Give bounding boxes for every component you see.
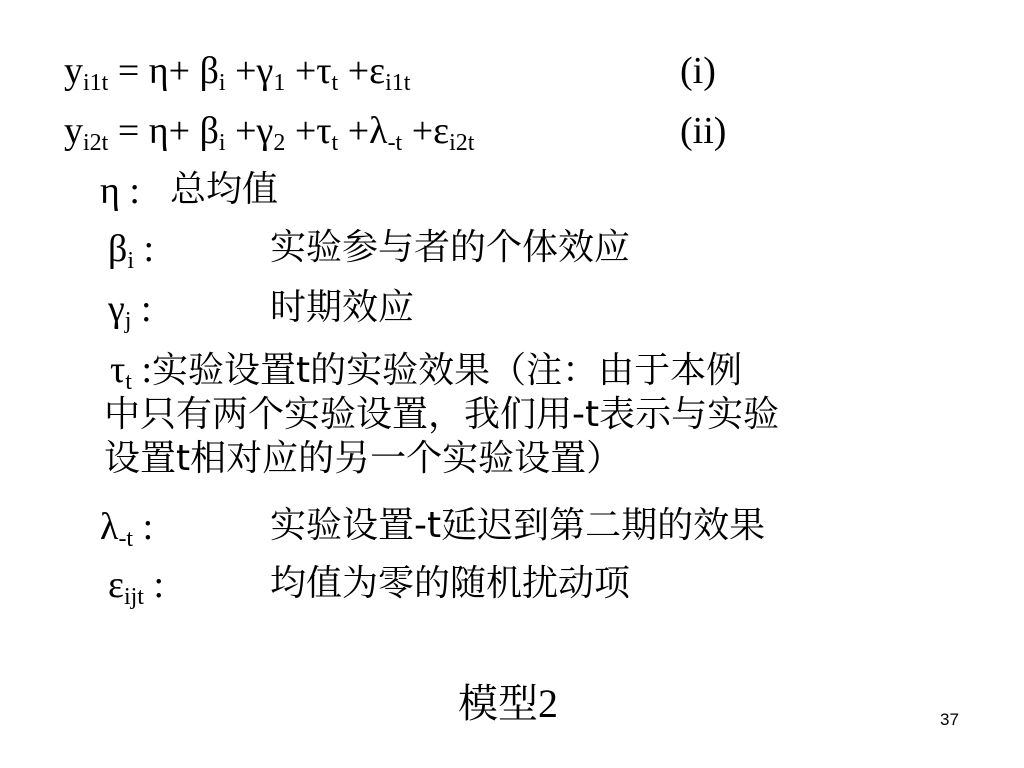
tau-line-1 bbox=[104, 348, 779, 393]
lambda-colon: : bbox=[133, 506, 154, 548]
beta-subscript: i bbox=[127, 248, 135, 274]
slide-title bbox=[458, 681, 558, 727]
eta-symbol-text: η bbox=[100, 170, 120, 212]
beta-symbol-text: β bbox=[108, 228, 128, 270]
beta-colon: : bbox=[134, 228, 155, 270]
gamma-symbol-text: γ bbox=[108, 288, 125, 330]
lambda-symbol bbox=[100, 506, 154, 552]
epsilon-colon: : bbox=[143, 564, 165, 606]
tau-colon: : bbox=[131, 349, 153, 391]
epsilon-symbol bbox=[108, 564, 165, 610]
tau-description-line-3: 设置t相对应的另一个实验设置） bbox=[104, 438, 623, 479]
epsilon-symbol-text: ε bbox=[108, 564, 124, 606]
gamma-description: 时期效应 bbox=[270, 287, 415, 328]
tau-description-line-1: 实验设置t的实验效果（注：由于本例 bbox=[152, 350, 743, 391]
eta-colon: : bbox=[119, 170, 140, 212]
beta-description: 实验参与者的个体效应 bbox=[270, 227, 631, 268]
lambda-subscript: -t bbox=[118, 526, 134, 552]
eta-symbol bbox=[100, 172, 140, 210]
beta-symbol bbox=[108, 228, 155, 274]
tau-description-line-2: 中只有两个实验设置，我们用-t表示与实验 bbox=[104, 394, 780, 435]
equation-1-number: (i) bbox=[680, 50, 716, 92]
equation-1: $y_{i1t} = \eta+ \beta_i +\gamma_1 +\tau_t +\varepsilon_{i1t}$ bbox=[64, 50, 411, 96]
epsilon-subscript: ijt bbox=[123, 584, 144, 610]
tau-subscript: t bbox=[125, 369, 132, 395]
epsilon-description: 均值为零的随机扰动项 bbox=[270, 563, 631, 604]
lambda-description: 实验设置-t延迟到第二期的效果 bbox=[270, 505, 766, 546]
eta-description: 总均值 bbox=[170, 169, 279, 210]
equation-2-number: (ii) bbox=[680, 110, 727, 152]
slide-title-text: 模型 bbox=[458, 681, 538, 727]
gamma-symbol bbox=[108, 288, 152, 334]
tau-definition bbox=[104, 348, 779, 481]
gamma-subscript: j bbox=[124, 308, 132, 334]
page-number: 37 bbox=[940, 710, 959, 729]
slide-title-number: 2 bbox=[538, 681, 558, 726]
gamma-colon: : bbox=[131, 288, 152, 330]
equation-2: $y_{i2t} = \eta+ \beta_i +\gamma_2 +\tau_t +\lambda_{-t} +\varepsilon_{i2t}$ bbox=[64, 110, 475, 156]
lambda-symbol-text: λ bbox=[100, 506, 119, 548]
tau-symbol: τ bbox=[110, 349, 126, 391]
